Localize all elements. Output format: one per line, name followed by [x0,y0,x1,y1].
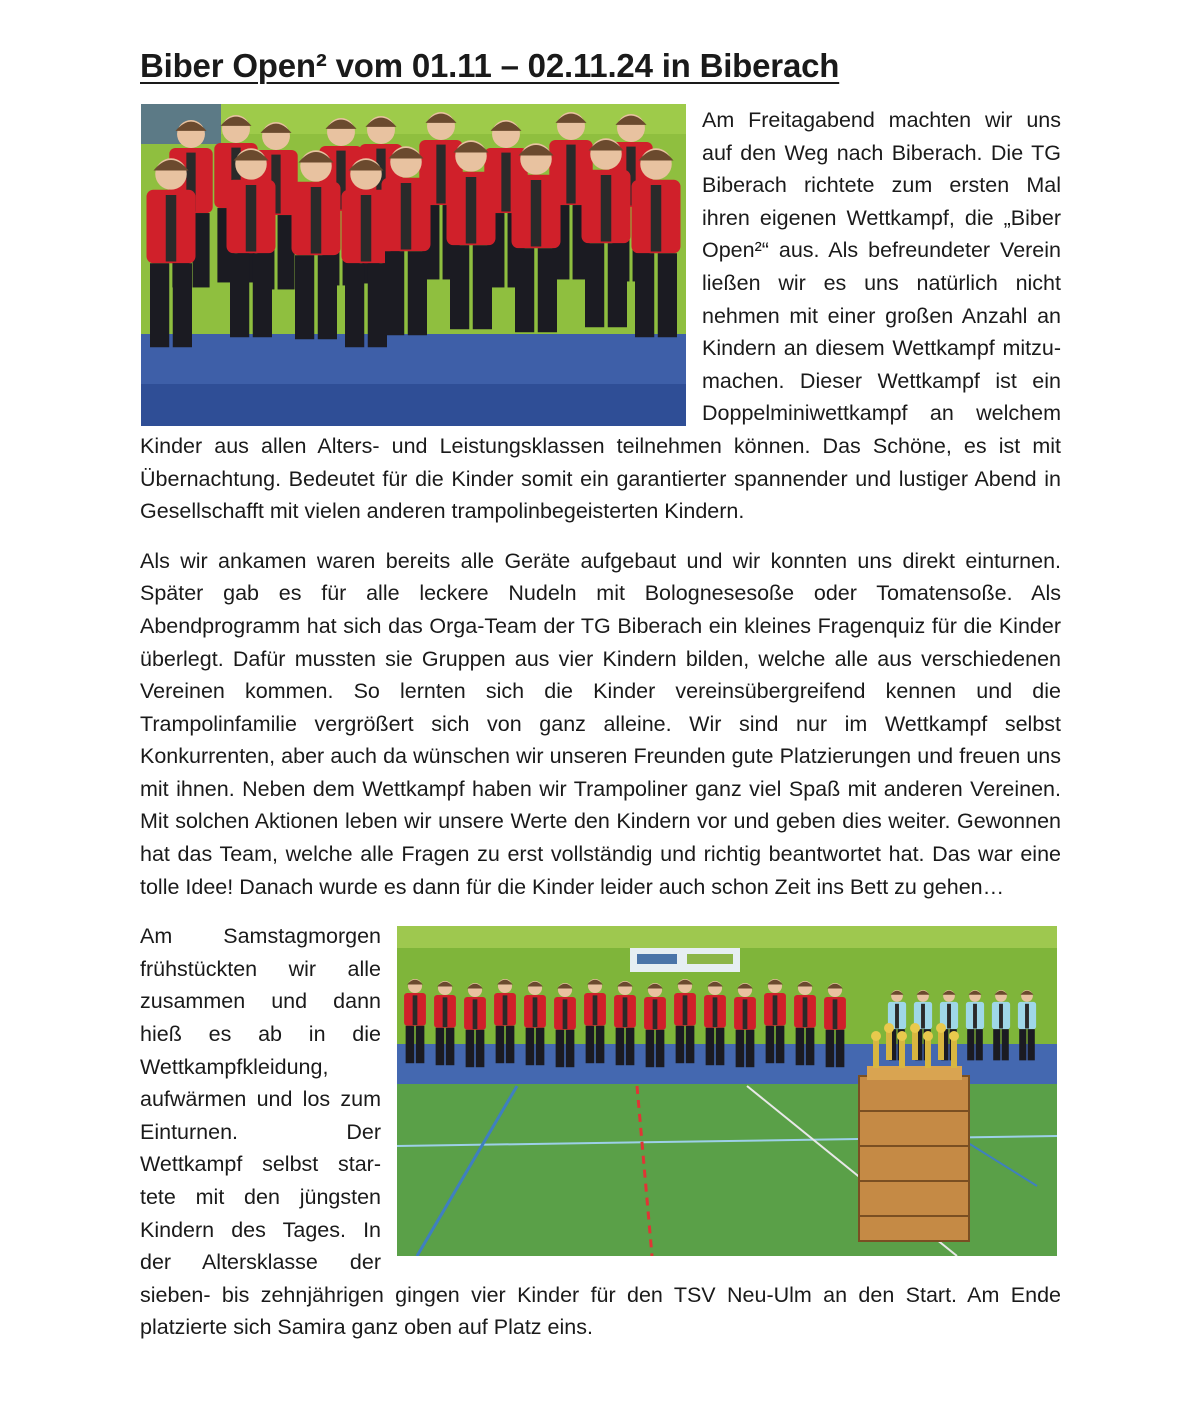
trophy-cup [936,1023,946,1033]
trophy-icon [925,1038,931,1068]
trophy-icon [899,1038,905,1068]
trophy-cup [884,1023,894,1033]
trophy-icon [912,1030,918,1060]
trophy-cup [949,1031,959,1041]
trophy-cup [897,1031,907,1041]
trophy-icon [938,1030,944,1060]
paragraph-1: Am Freitagabend machten wir uns auf den Weg nach Biberach. Die TG Biberach richtete zum ersten Mal ihren eigenen Wettkampf, die „Biber Open²“ aus. Als befreundeter Verein ließen wir es uns natürlich nicht nehmen mit einer großen Anzahl an Kindern an diesem Wettkampf mitzumachen. Dieser Wettkampf ist ein Doppelminiwettkampf an welchem Kinder aus allen Alters- und Leistungsklassen teilnehmen können. Das Schöne, es ist mit Übernachtung. Bedeutet für die Kinder somit ein garantierter spannender und lustiger Abend in Gesellschafft mit vielen anderen trampolinbegeisterten Kindern. [140,108,1061,524]
article-title: Biber Open² vom 01.11 – 02.11.24 in Biberach [140,47,840,84]
trophy-icon [873,1038,879,1068]
paragraph-3: Am Samstagmorgen frühstückten wir alle zusammen und dann hieß es ab in die Wettkampfkleidung, aufwärmen und los zum Einturnen. Der Wettkampf selbst startete mit den jüngsten Kindern des Tages. In der Altersklasse der sieben- bis zehnjährigen gingen vier Kinder für den TSV Neu-Ulm an den Start. Am Ende platzierte sich Samira ganz oben auf Platz eins. [140,924,1061,1340]
trophy-icon [886,1030,892,1060]
trophy-cup [910,1023,920,1033]
competition-photo [397,926,1057,1256]
paragraph-3-wrap [140,920,1061,1344]
trophy-cup [871,1031,881,1041]
trophy-icon [951,1038,957,1068]
team-photo [141,104,686,426]
article [140,40,1061,1344]
paragraph-2: Als wir ankamen waren bereits alle Geräte aufgebaut und wir konnten uns direkt einturnen. Später gab es für alle leckere Nudeln mit Bolognesesoße oder Tomatensoße. Als Abendprogramm hat sich das Orga-Team der TG Biberach ein kleines Fragenquiz für die Kinder überlegt. Dafür mussten sie Gruppen aus vier Kindern bilden, welche alle aus verschiedenen Vereinen kommen. So lernten sich die Kinder vereinsübergreifend kennen und die Trampolinfamilie vergrößert sich von ganz alleine. Wir sind nur im Wettkampf selbst Konkurrenten, aber auch da wünschen wir unseren Freunden gute Platzierungen und freuen uns mit ihnen. Neben dem Wettkampf haben wir Trampoliner ganz viel Spaß mit anderen Vereinen. Mit solchen Aktionen leben wir unsere Werte den Kindern vor und geben dies weiter. Gewonnen hat das Team, welche alle Fragen zu erst vollständig und richtig beantwortet hat. Das war eine tolle Idee! Danach wurde es dann für die Kinder leider auch schon Zeit ins Bett zu gehen… [140,548,1061,899]
trophy-cup [923,1031,933,1041]
